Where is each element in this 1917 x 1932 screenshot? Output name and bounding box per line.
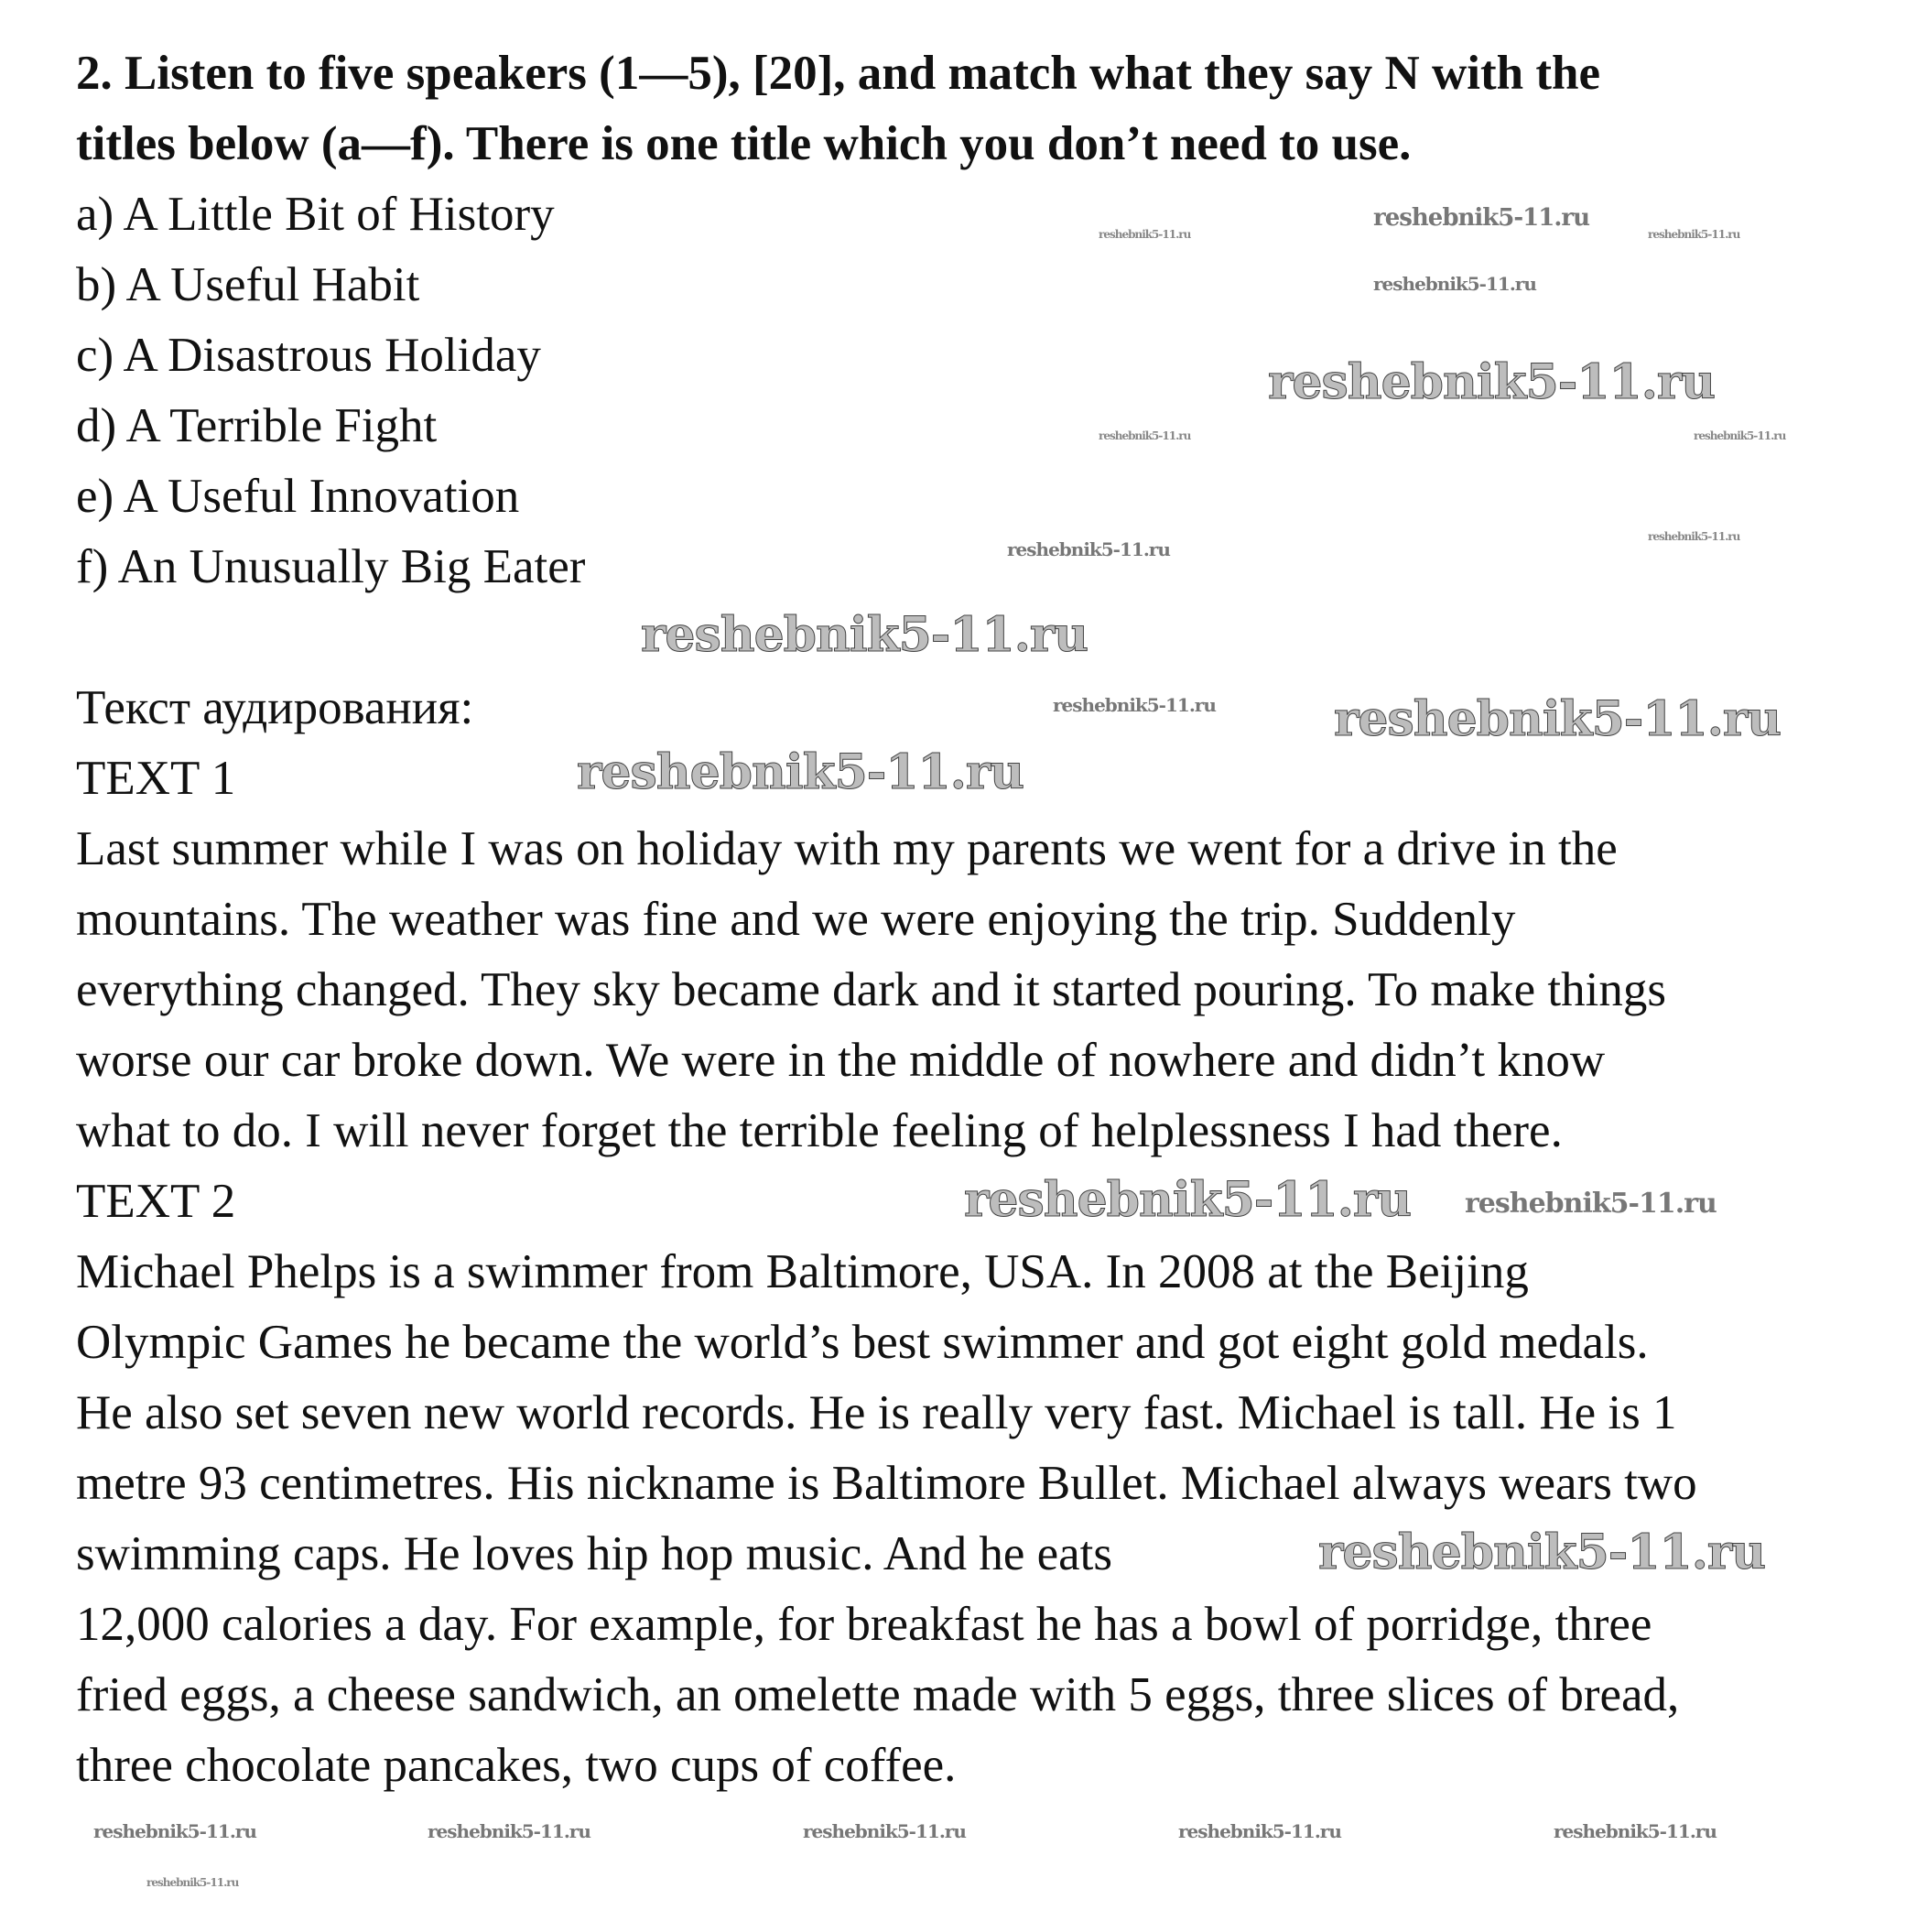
text-2-line: 12,000 calories a day. For example, for breakfast he has a bowl of porridge, three bbox=[76, 1598, 1652, 1651]
title-option-c: c) A Disastrous Holiday bbox=[76, 329, 541, 382]
text-1-line: everything changed. They sky became dark and it started pouring. To make things bbox=[76, 963, 1666, 1016]
watermark: reshebnik5-11.ru bbox=[577, 744, 1024, 800]
task-heading-line: 2. Listen to five speakers (1—5), [20], and match what they say N with the bbox=[76, 47, 1600, 100]
watermark: reshebnik5-11.ru bbox=[428, 1820, 590, 1842]
text-2-title: TEXT 2 bbox=[76, 1175, 236, 1228]
watermark: reshebnik5-11.ru bbox=[1373, 204, 1590, 232]
watermark: reshebnik5-11.ru bbox=[1648, 228, 1740, 241]
text-2-line: He also set seven new world records. He is really very fast. Michael is tall. He is 1 bbox=[76, 1386, 1677, 1439]
transcript-label: Текст аудирования: bbox=[76, 681, 474, 734]
watermark: reshebnik5-11.ru bbox=[93, 1820, 256, 1842]
text-1-title: TEXT 1 bbox=[76, 752, 236, 805]
text-1-line: worse our car broke down. We were in the middle of nowhere and didn’t know bbox=[76, 1034, 1606, 1087]
watermark: reshebnik5-11.ru bbox=[1648, 530, 1740, 543]
text-1-line: Last summer while I was on holiday with my parents we went for a drive in the bbox=[76, 822, 1618, 875]
text-1-line: what to do. I will never forget the terrible feeling of helplessness I had there. bbox=[76, 1104, 1563, 1157]
task-heading-line: titles below (a—f). There is one title which you don’t need to use. bbox=[76, 117, 1412, 170]
text-2-line: Olympic Games he became the world’s best swimmer and got eight gold medals. bbox=[76, 1316, 1649, 1369]
watermark: reshebnik5-11.ru bbox=[1178, 1820, 1341, 1842]
title-option-a: a) A Little Bit of History bbox=[76, 188, 555, 241]
watermark: reshebnik5-11.ru bbox=[1334, 691, 1782, 747]
watermark: reshebnik5-11.ru bbox=[1268, 354, 1716, 410]
watermark: reshebnik5-11.ru bbox=[964, 1172, 1412, 1228]
text-2-line: metre 93 centimetres. His nickname is Baltimore Bullet. Michael always wears two bbox=[76, 1457, 1697, 1510]
text-1-line: mountains. The weather was fine and we were enjoying the trip. Suddenly bbox=[76, 893, 1516, 946]
text-2-line: fried eggs, a cheese sandwich, an omelette made with 5 eggs, three slices of bread, bbox=[76, 1668, 1680, 1721]
text-2-line: Michael Phelps is a swimmer from Baltimore, USA. In 2008 at the Beijing bbox=[76, 1245, 1529, 1298]
watermark: reshebnik5-11.ru bbox=[146, 1876, 239, 1889]
watermark: reshebnik5-11.ru bbox=[1099, 228, 1191, 241]
watermark: reshebnik5-11.ru bbox=[803, 1820, 966, 1842]
watermark: reshebnik5-11.ru bbox=[1554, 1820, 1717, 1842]
watermark: reshebnik5-11.ru bbox=[1053, 694, 1216, 716]
title-option-e: e) A Useful Innovation bbox=[76, 470, 520, 523]
text-2-line: swimming caps. He loves hip hop music. And he eats bbox=[76, 1527, 1112, 1580]
watermark: reshebnik5-11.ru bbox=[1465, 1188, 1717, 1220]
watermark: reshebnik5-11.ru bbox=[1007, 538, 1170, 560]
watermark: reshebnik5-11.ru bbox=[1318, 1525, 1766, 1580]
title-option-b: b) A Useful Habit bbox=[76, 258, 420, 311]
text-2-line: three chocolate pancakes, two cups of coffee. bbox=[76, 1739, 957, 1792]
title-option-f: f) An Unusually Big Eater bbox=[76, 540, 586, 593]
watermark: reshebnik5-11.ru bbox=[1099, 429, 1191, 442]
watermark: reshebnik5-11.ru bbox=[641, 607, 1088, 663]
watermark: reshebnik5-11.ru bbox=[1373, 273, 1536, 295]
title-option-d: d) A Terrible Fight bbox=[76, 399, 438, 452]
watermark: reshebnik5-11.ru bbox=[1694, 429, 1786, 442]
